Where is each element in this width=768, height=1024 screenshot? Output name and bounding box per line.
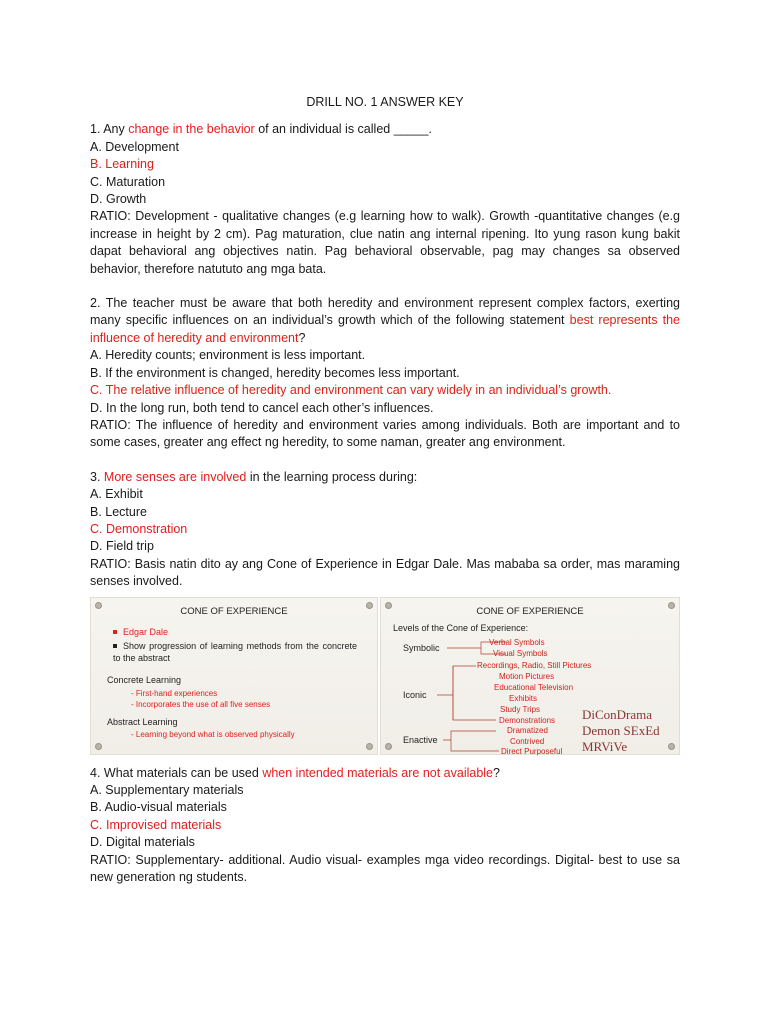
question-3-option-c-answer: C. Demonstration <box>90 521 188 536</box>
question-3-ratio: RATIO: Basis natin dito ay ang Cone of Experience in Edgar Dale. Mas mababa sa order, mas maraming senses involved. <box>90 556 680 589</box>
cone-of-experience-figure <box>90 597 680 757</box>
level-iconic: Iconic <box>403 689 427 700</box>
level-item: Educational Television <box>494 682 574 692</box>
question-2-option-d: D. In the long run, both tend to cancel each other’s influences. <box>90 400 434 415</box>
question-4-highlight: when intended materials are not available <box>262 765 494 780</box>
question-3-option-d: D. Field trip <box>90 539 154 554</box>
level-item: Contrived <box>510 736 545 746</box>
question-1 <box>90 121 680 278</box>
question-2-option-a: A. Heredity counts; environment is less important. <box>90 348 366 363</box>
question-3 <box>90 469 680 591</box>
question-1-ratio: RATIO: Development - qualitative changes (e.g learning how to walk). Growth -quantitative changes (e.g increase in height by 2 cm). Pag maturation, clue natin ang internal ripening. Ito yung rason kung bakit dapat behavioral ang objectives natin. Pag behavioral observable, pag may changes sa observed behavior, therefore natututo ang mga bata. <box>90 209 680 276</box>
question-4-ratio: RATIO: Supplementary- additional. Audio visual- examples mga video recordings. Digital- best to use sa new generation ng students. <box>90 852 680 884</box>
level-enactive: Enactive <box>403 734 438 745</box>
level-symbolic: Symbolic <box>403 642 440 653</box>
abstract-learning-heading: Abstract Learning <box>107 716 178 727</box>
question-2 <box>90 295 680 452</box>
question-4-option-a: A. Supplementary materials <box>90 782 244 797</box>
question-3-option-a: A. Exhibit <box>90 487 143 502</box>
bullet-progression: Show progression of learning methods from the concrete to the abstract <box>113 640 357 663</box>
concrete-item: - First-hand experiences <box>131 688 218 698</box>
level-item: Study Trips <box>500 704 541 714</box>
question-1-option-d: D. Growth <box>90 192 147 207</box>
question-4-option-b: B. Audio-visual materials <box>90 800 227 815</box>
slide-left-title: CONE OF EXPERIENCE <box>180 605 288 617</box>
pin-icon <box>95 743 102 750</box>
level-item: Exhibits <box>509 693 538 703</box>
slide-right-title: CONE OF EXPERIENCE <box>476 605 584 617</box>
question-3-option-b: B. Lecture <box>90 504 147 519</box>
page-title: DRILL NO. 1 ANSWER KEY <box>306 95 464 109</box>
level-item: Recordings, Radio, Still Pictures <box>477 660 592 670</box>
mnemonic-line: DiConDrama <box>582 706 653 722</box>
abstract-item: - Learning beyond what is observed physically <box>131 729 295 739</box>
concrete-item: - Incorporates the use of all five senses <box>131 699 271 709</box>
question-2-ratio: RATIO: The influence of heredity and environment varies among individuals. Both are important and to some cases, greater ang effect ng heredity, to some naman, greater ang environment. <box>90 417 680 450</box>
question-4 <box>90 765 680 887</box>
question-1-highlight: change in the behavior <box>128 122 255 137</box>
question-4-option-c-answer: C. Improvised materials <box>90 817 222 832</box>
question-1-stem: 1. Any change in the behavior of an individual is called _____. <box>90 122 432 137</box>
levels-subtitle: Levels of the Cone of Experience: <box>393 622 529 633</box>
question-4-option-d: D. Digital materials <box>90 835 195 850</box>
question-2-option-b: B. If the environment is changed, heredity becomes less important. <box>90 365 460 380</box>
bullet-icon <box>113 630 117 634</box>
level-item: Dramatized <box>507 725 548 735</box>
level-item: Visual Symbols <box>493 648 548 658</box>
level-item: Motion Pictures <box>499 671 555 681</box>
level-item: Direct Purposeful <box>501 746 563 756</box>
question-1-option-c: C. Maturation <box>90 174 166 189</box>
pin-icon <box>366 743 373 750</box>
question-1-option-b-answer: B. Learning <box>90 157 154 172</box>
question-2-option-c-answer: C. The relative influence of heredity and environment can vary widely in an individual’s growth. <box>90 383 612 398</box>
bullet-edgar-dale: Edgar Dale <box>113 626 168 638</box>
question-2-highlight: best represents the influence of heredity and environment <box>90 313 680 345</box>
question-3-stem: 3. More senses are involved in the learning process during: <box>90 469 418 484</box>
question-3-highlight: More senses are involved <box>103 469 247 484</box>
mnemonic-line: MRViVe <box>582 738 628 754</box>
slide-right <box>380 597 680 755</box>
question-2-stem: 2. The teacher must be aware that both heredity and environment represent complex factors, exerting many specific influences on an individual’s growth which of the following statement best represents the influence of heredity and environment? <box>90 296 680 345</box>
bullet-icon <box>113 644 117 648</box>
mnemonic-line: Demon SExEd <box>582 722 660 738</box>
question-1-option-a: A. Development <box>90 139 179 154</box>
concrete-learning-heading: Concrete Learning <box>107 674 182 685</box>
document-page <box>90 94 680 886</box>
slide-left <box>90 597 378 755</box>
level-item: Demonstrations <box>499 715 556 725</box>
question-4-stem: 4. What materials can be used when intended materials are not available? <box>90 765 500 780</box>
level-item: Verbal Symbols <box>489 637 545 647</box>
